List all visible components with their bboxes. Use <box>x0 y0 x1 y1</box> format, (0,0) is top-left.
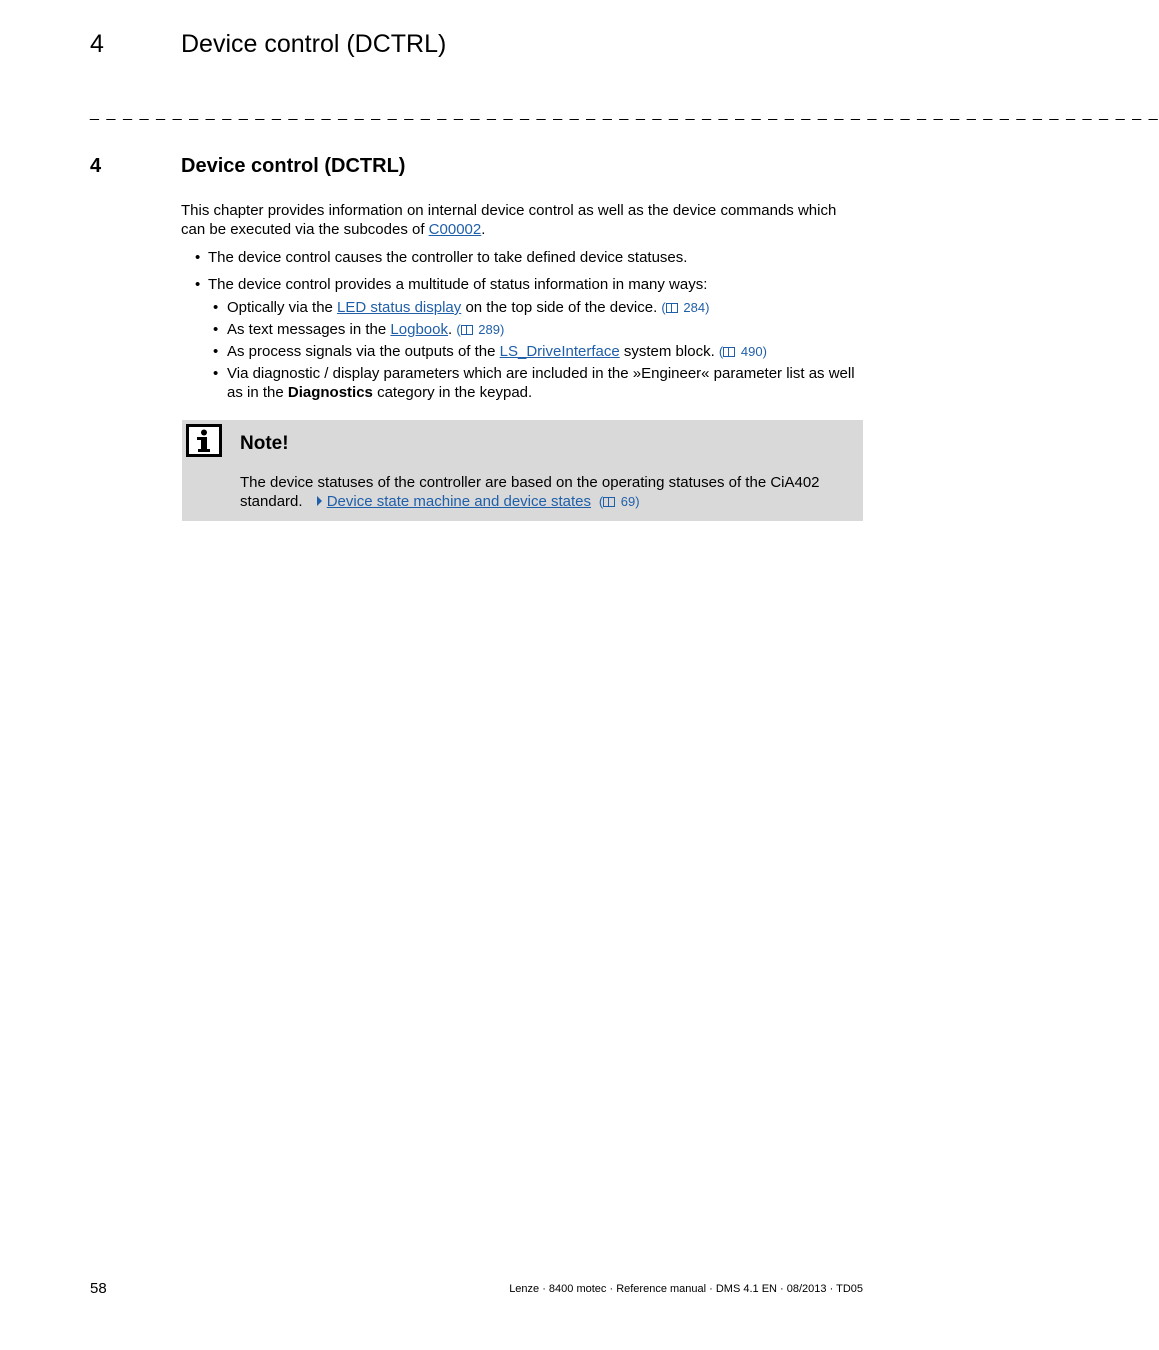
section-title: Device control (DCTRL) <box>181 155 406 177</box>
list-item <box>208 320 863 339</box>
intro-paragraph <box>181 201 863 239</box>
page-ref-link[interactable] <box>595 494 639 509</box>
page-number: 58 <box>90 1280 107 1297</box>
ref-text: 490) <box>737 344 767 359</box>
list-item <box>208 298 863 317</box>
intro-end: . <box>481 221 486 238</box>
info-icon <box>186 424 222 457</box>
ref-open: ( <box>661 300 666 315</box>
sub-text: Optically via the <box>227 299 338 316</box>
sub-text: Via diagnostic / display parameters which are included in the »Engineer« parameter list as well as in the <box>227 365 855 401</box>
c00002-link[interactable]: C00002 <box>428 221 482 238</box>
ref-open: ( <box>718 344 724 359</box>
book-icon <box>461 325 473 335</box>
footer-text: Lenze · 8400 motec · Reference manual · DMS 4.1 EN · 08/2013 · TD05 <box>509 1283 863 1295</box>
ref-text: 284) <box>679 300 710 315</box>
logbook-link[interactable]: Logbook <box>390 321 448 338</box>
book-icon <box>603 497 615 507</box>
page-ref-link[interactable] <box>661 300 709 315</box>
bullet-text: The device control provides a multitude of status information in many ways: <box>208 276 708 293</box>
sub-text: As text messages in the <box>227 321 391 338</box>
sub-text: on the top side of the device. <box>461 299 662 316</box>
body-content <box>181 201 863 410</box>
arrow-right-icon <box>317 496 322 506</box>
book-icon <box>666 303 678 313</box>
ref-text: 289) <box>474 322 505 337</box>
header-title: Device control (DCTRL) <box>181 30 447 58</box>
ref-open: ( <box>456 322 461 337</box>
device-state-machine-link[interactable]: Device state machine and device states <box>326 493 592 510</box>
note-text <box>240 473 850 511</box>
sub-bullet-list <box>208 298 863 402</box>
led-status-display-link[interactable]: LED status display <box>337 299 462 316</box>
note-title: Note! <box>240 433 289 454</box>
list-item <box>181 275 863 402</box>
sub-text: As process signals via the outputs of the <box>227 343 500 360</box>
ref-open: ( <box>598 494 604 509</box>
diagnostics-bold: Diagnostics <box>287 384 373 401</box>
list-item <box>208 364 863 402</box>
intro-text: This chapter provides information on internal device control as well as the device commands which can be executed via the subcodes of <box>181 202 837 238</box>
section-number: 4 <box>90 155 102 177</box>
bullet-list <box>181 248 863 402</box>
book-icon <box>723 347 735 357</box>
bullet-text: The device control causes the controller to take defined device statuses. <box>208 249 688 266</box>
sub-text: category in the keypad. <box>372 384 533 401</box>
sub-text: . <box>447 321 457 338</box>
header-number: 4 <box>90 30 104 58</box>
note-body: The device statuses of the controller are based on the operating statuses of the CiA402 standard. <box>240 474 820 510</box>
ref-text: 69) <box>617 494 640 509</box>
list-item <box>208 342 863 361</box>
page-ref-link[interactable] <box>719 344 767 359</box>
page-ref-link[interactable] <box>456 322 504 337</box>
sub-text: system block. <box>619 343 719 360</box>
note-box <box>182 420 863 521</box>
header-separator: _ _ _ _ _ _ _ _ _ _ _ _ _ _ _ _ _ _ _ _ _ _ _ _ _ _ _ _ _ _ _ _ _ _ _ _ _ _ _ _ _ _ _ _ _ _ _ _ _ _ _ _ _ _ _ _ _ _ _ _ _ _ _ _ _ <box>90 104 1159 121</box>
ls-driveinterface-link[interactable]: LS_DriveInterface <box>499 343 620 360</box>
list-item <box>181 248 863 267</box>
